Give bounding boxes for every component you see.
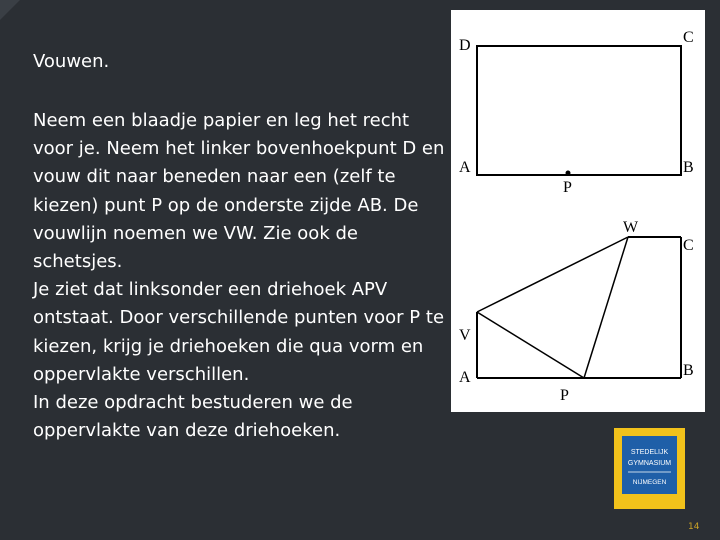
- point-p-dot: [566, 171, 571, 176]
- sketch-bottom: [459, 219, 694, 404]
- label-b: B: [683, 159, 694, 176]
- corner-accent: [0, 0, 20, 20]
- slide-title: Vouwen.: [33, 51, 110, 72]
- school-logo: [614, 428, 685, 509]
- label-w: W: [623, 219, 639, 236]
- label-p-bottom: P: [560, 387, 569, 404]
- fold-diagram: [451, 10, 705, 412]
- label-c: C: [683, 29, 694, 46]
- slide-body: [33, 107, 453, 445]
- logo-line-1: STEDELIJK: [630, 449, 669, 456]
- folded-edge-w-p: [584, 237, 628, 378]
- sketch-top: [459, 29, 694, 196]
- label-p: P: [563, 179, 572, 196]
- logo-svg: [614, 428, 685, 509]
- paragraph-instructions: Neem een blaadje papier en leg het recht voor je. Neem het linker bovenhoekpunt D en vouw dit naar beneden naar een (zelf te kiezen) punt P op de onderste zijde AB. De vouwlijn noemen we VW. Zie ook de schetsjes.: [33, 110, 445, 273]
- label-a-bottom: A: [459, 369, 471, 386]
- paragraph-assignment: In deze opdracht bestuderen we de oppervlakte van deze driehoeken.: [33, 392, 353, 442]
- folded-edge-v-p: [477, 312, 584, 378]
- label-c-bottom: C: [683, 237, 694, 254]
- label-d: D: [459, 37, 471, 54]
- fold-diagram-svg: [451, 10, 705, 412]
- fold-line-vw: [477, 237, 628, 312]
- logo-line-3: NIJMEGEN: [632, 479, 667, 486]
- label-v: V: [459, 327, 471, 344]
- label-b-bottom: B: [683, 362, 694, 379]
- paragraph-triangle: Je ziet dat linksonder een driehoek APV ontstaat. Door verschillende punten voor P te kiezen, krijg je driehoeken die qua vorm en oppervlakte verschillen.: [33, 279, 445, 385]
- label-a: A: [459, 159, 471, 176]
- rectangle-abcd: [477, 46, 681, 175]
- page-number: 14: [688, 522, 700, 532]
- logo-line-2: GYMNASIUM: [627, 460, 672, 467]
